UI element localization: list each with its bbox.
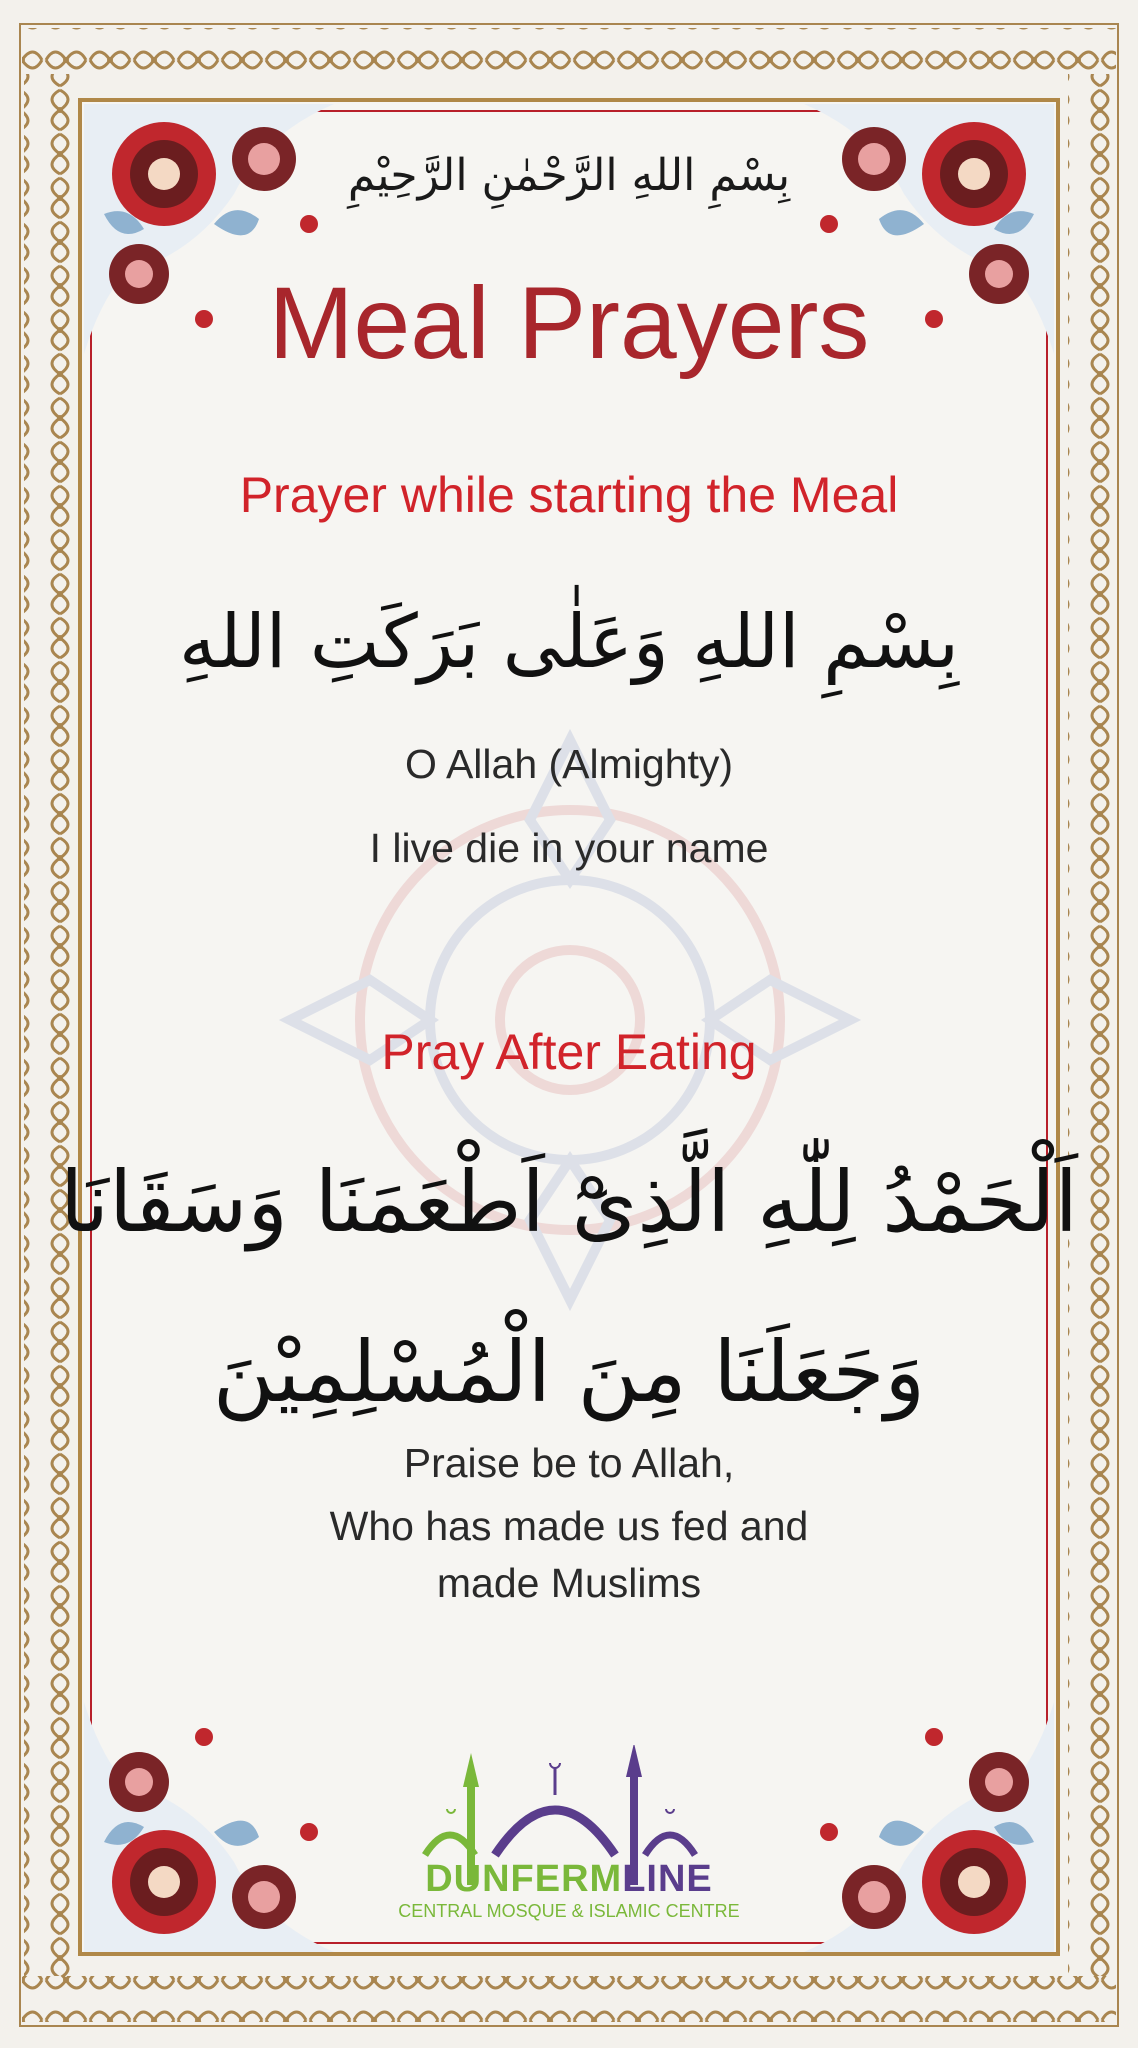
before-meal-arabic: بِسْمِ اللهِ وَعَلٰى بَرَكَتِ اللهِ <box>179 599 959 685</box>
before-meal-translation-line1: O Allah (Almighty) <box>404 741 734 787</box>
after-meal-arabic-line1: اَلْحَمْدُ لِلّٰهِ الَّذِىْٓ اَطْعَمَنَا وَسَقَانَا <box>59 1153 1079 1251</box>
after-meal-translation-line3: made Muslims <box>436 1560 702 1606</box>
after-meal-arabic-line2: وَجَعَلَنَا مِنَ الْمُسْلِمِيْنَ <box>212 1323 926 1421</box>
after-meal-heading: Pray After Eating <box>381 1024 757 1080</box>
logo-name-part2: LINE <box>622 1858 713 1900</box>
before-meal-translation-line2: I live die in your name <box>369 825 769 871</box>
logo-name <box>0 1860 1138 1898</box>
before-meal-heading: Prayer while starting the Meal <box>239 467 899 523</box>
bismillah-calligraphy: بِسْمِ اللهِ الرَّحْمٰنِ الرَّحِيْمِ <box>347 150 791 201</box>
page-title: Meal Prayers <box>268 266 870 380</box>
after-meal-translation-line1: Praise be to Allah, <box>403 1440 735 1486</box>
logo-name-part1: DUNFERM <box>425 1858 623 1900</box>
logo-tagline: CENTRAL MOSQUE & ISLAMIC CENTRE <box>398 1901 740 1921</box>
after-meal-translation-line2: Who has made us fed and <box>329 1503 809 1549</box>
